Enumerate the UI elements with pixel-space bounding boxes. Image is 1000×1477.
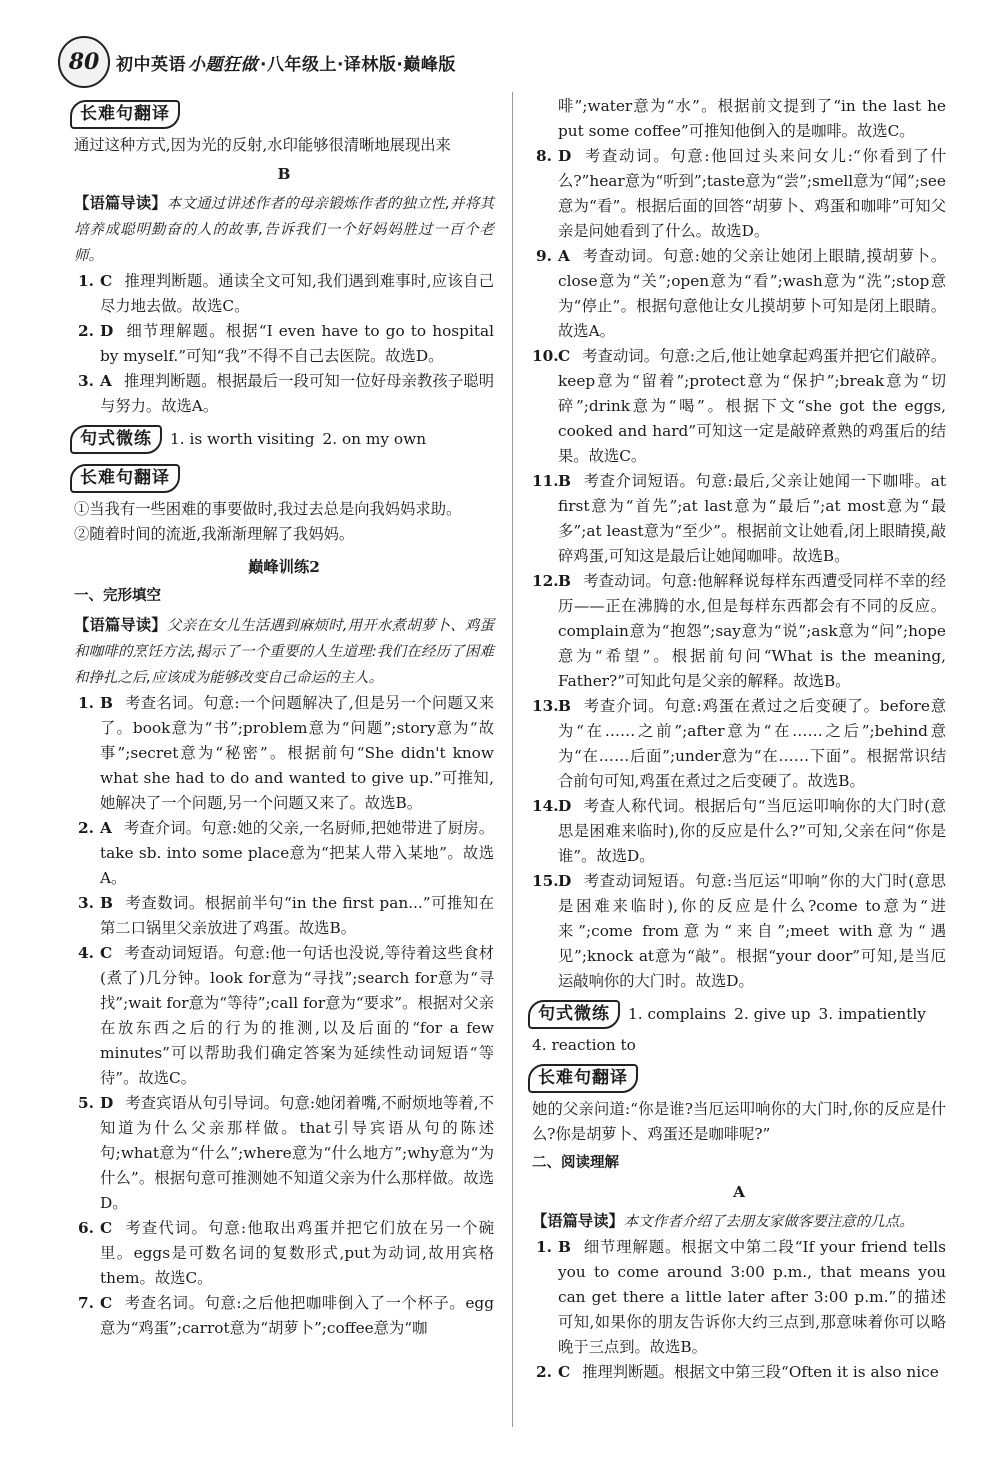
translation-line: ①当我有一些困难的事要做时,我过去总是向我妈妈求助。 — [74, 500, 462, 518]
answer-item — [532, 469, 946, 569]
answer-item — [532, 1235, 946, 1360]
item-number: 9. — [536, 247, 552, 265]
item-number: 1. — [536, 1238, 552, 1256]
guide-text: 本文通过讲述作者的母亲锻炼作者的独立性,并将其培养成聪明勤奋的人的故事,告诉我们一个好妈妈胜过一百个老师。 — [74, 196, 494, 264]
part-heading: 一、完形填空 — [74, 588, 161, 604]
sentence-practice-row — [532, 994, 946, 1033]
item-explanation: 考查动词。句意:他回过头来问女儿:“你看到了什么?”hear意为“听到”;taste意为“尝”;smell意为“闻”;see意为“看”。根据后面的回答“胡萝卜、鸡蛋和咖啡”可知父亲是问她看到了什么。故选D。 — [558, 147, 946, 240]
practice-answer: 2. on my own — [322, 430, 427, 448]
sentence-practice-row — [74, 419, 494, 458]
item-answer: B — [558, 1238, 571, 1256]
guide-b — [74, 191, 494, 269]
answer-item — [74, 1291, 494, 1341]
answer-item — [532, 569, 946, 694]
item-number: 5. — [78, 1094, 94, 1112]
item-number: 2. — [78, 819, 94, 837]
item-answer: A — [558, 247, 570, 265]
item-number: 10. — [532, 347, 559, 365]
practice-answer: 3. impatiently — [818, 1005, 926, 1023]
section-title-translation: 长难句翻译 — [528, 1064, 638, 1093]
item-explanation: 推理判断题。根据最后一段可知一位好母亲教孩子聪明与努力。故选A。 — [100, 372, 494, 415]
item-number: 2. — [78, 322, 94, 340]
book-title: 初中英语 — [116, 54, 186, 75]
item-answer: C — [100, 1219, 113, 1237]
answer-item — [532, 694, 946, 794]
item-answer: C — [100, 1294, 113, 1312]
part-b-heading: B — [277, 165, 291, 183]
item-explanation: 推理判断题。通读全文可知,我们遇到难事时,应该自己尽力地去做。故选C。 — [100, 272, 494, 315]
section-title-translation: 长难句翻译 — [70, 464, 180, 493]
answer-item — [74, 319, 494, 369]
answer-item — [74, 269, 494, 319]
item-answer: A — [100, 372, 112, 390]
translation-line: ②随着时间的流逝,我渐渐理解了我妈妈。 — [74, 525, 355, 543]
item-number: 3. — [78, 372, 94, 390]
item-explanation: 考查宾语从句引导词。句意:她闭着嘴,不耐烦地等着,不知道为什么父亲那样做。that引导宾语从句的陈述句;what意为“什么”;where意为“什么地方”;why意为“为什么”。根据句意可推测她不知道父亲为什么那样做。故选D。 — [100, 1094, 494, 1212]
item-number: 15. — [532, 872, 559, 890]
guide-text: 父亲在女儿生活遇到麻烦时,用开水煮胡萝卜、鸡蛋和咖啡的烹饪方法,揭示了一个重要的人生道理:我们在经历了困难和挣扎之后,应该成为能够改变自己命运的主人。 — [74, 618, 494, 686]
item-explanation: 考查介词。句意:她的父亲,一名厨师,把她带进了厨房。take sb. into some place意为“把某人带入某地”。故选A。 — [100, 819, 494, 887]
translation-text: 她的父亲问道:“你是谁?当厄运叩响你的大门时,你的反应是什么?你是胡萝卜、鸡蛋还是咖啡呢?” — [532, 1100, 946, 1143]
item-answer: D — [558, 872, 572, 890]
item-answer: B — [100, 694, 113, 712]
answer-item — [532, 244, 946, 344]
item-number: 1. — [78, 694, 94, 712]
part-heading: 二、阅读理解 — [532, 1155, 619, 1171]
item-number: 8. — [536, 147, 552, 165]
answer-item — [74, 1091, 494, 1216]
book-subtitle: ·八年级上·译林版·巅峰版 — [260, 54, 456, 75]
guide-label: 【语篇导读】 — [74, 194, 167, 212]
guide-cloze — [74, 613, 494, 691]
answer-item — [532, 794, 946, 869]
item-number: 14. — [532, 797, 559, 815]
item-number: 4. — [78, 944, 94, 962]
page-header — [58, 36, 488, 88]
answer-item — [532, 1360, 946, 1385]
answer-item — [74, 891, 494, 941]
item-explanation: 考查动词。句意:他解释说每样东西遭受同样不幸的经历——正在沸腾的水,但是每样东西都会有不同的反应。complain意为“抱怨”;say意为“说”;ask意为“问”;hope意为“希望”。根据前句问“What is the meaning, Father?”可知此句是父亲的解释。故选B。 — [558, 572, 946, 690]
item-explanation: 细节理解题。根据文中第二段“If your friend tells you to come around 3:00 p.m., that means you can get there a little later after 3:00 p.m.”的描述可知,如果你的朋友告诉你大约三点到,那意味着你可以略晚于三点到。故选B。 — [558, 1238, 946, 1356]
item-answer: B — [100, 894, 113, 912]
item-explanation: 细节理解题。根据“I even have to go to hospital by myself.”可知“我”不得不自己去医院。故选D。 — [100, 322, 494, 365]
practice-answer: 2. give up — [734, 1005, 811, 1023]
item-explanation: 考查介词短语。句意:最后,父亲让她闻一下咖啡。at first意为“首先”;at last意为“最后”;at most意为“最多”;at least意为“至少”。根据前文让她看,闭上眼睛摸,敲碎鸡蛋,可知这是最后让她闻咖啡。故选B。 — [558, 472, 946, 565]
item-answer: C — [558, 1363, 571, 1381]
answer-item — [74, 369, 494, 419]
answer-list-b — [74, 269, 494, 419]
left-column — [74, 94, 494, 1341]
continued-explanation: 啡”;water意为“水”。根据前文提到了“in the last he put some coffee”可推知他倒入的是咖啡。故选C。 — [558, 97, 946, 140]
guide-a — [532, 1209, 946, 1235]
item-explanation: 考查名词。句意:一个问题解决了,但是另一个问题又来了。book意为“书”;problem意为“问题”;story意为“故事”;secret意为“秘密”。根据前句“She didn't know what she had to do and wanted to give up.”可推知,她解决了一个问题,另一个问题又来了。故选B。 — [100, 694, 494, 812]
section-title-practice: 句式微练 — [70, 425, 162, 454]
column-divider — [512, 92, 513, 1427]
guide-label: 【语篇导读】 — [532, 1212, 624, 1230]
page-number: 80 — [58, 36, 110, 88]
practice-answer: 1. complains — [628, 1005, 727, 1023]
answer-list-cloze — [74, 691, 494, 1341]
item-explanation: 考查名词。句意:之后他把咖啡倒入了一个杯子。egg意为“鸡蛋”;carrot意为“胡萝卜”;coffee意为“咖 — [100, 1294, 494, 1337]
section-title-translation: 长难句翻译 — [70, 100, 180, 129]
item-answer: D — [558, 147, 572, 165]
item-answer: C — [558, 347, 571, 365]
item-answer: D — [100, 322, 114, 340]
item-number: 13. — [532, 697, 559, 715]
item-answer: B — [558, 697, 571, 715]
brand-logo: 小题狂做 — [188, 54, 258, 75]
answer-item — [74, 1216, 494, 1291]
training-title: 巅峰训练2 — [248, 558, 320, 576]
item-explanation: 考查代词。句意:他取出鸡蛋并把它们放在另一个碗里。eggs是可数名词的复数形式,put为动词,故用宾格them。故选C。 — [100, 1219, 494, 1287]
item-answer: A — [100, 819, 112, 837]
item-number: 6. — [78, 1219, 94, 1237]
item-explanation: 考查动词。句意:之后,他让她拿起鸡蛋并把它们敲碎。keep意为“留着”;protect意为“保护”;break意为“切碎”;drink意为“喝”。根据下文“she got the eggs, cooked and hard”可知这一定是敲碎煮熟的鸡蛋后的结果。故选C。 — [558, 347, 946, 465]
item-explanation: 考查数词。根据前半句“in the first pan...”可推知在第二口锅里父亲放进了鸡蛋。故选B。 — [100, 894, 494, 937]
right-column — [532, 94, 946, 1385]
item-number: 2. — [536, 1363, 552, 1381]
item-explanation: 考查动词。句意:她的父亲让她闭上眼睛,摸胡萝卜。close意为“关”;open意为“看”;wash意为“洗”;stop意为“停止”。根据句意他让女儿摸胡萝卜可知是闭上眼睛。故选A。 — [558, 247, 946, 340]
item-answer: B — [558, 572, 571, 590]
item-number: 11. — [532, 472, 559, 490]
item-explanation: 推理判断题。根据文中第三段“Often it is also nice — [582, 1363, 939, 1381]
item-explanation: 考查介词。句意:鸡蛋在煮过之后变硬了。before意为“在……之前”;after意为“在……之后”;behind意为“在……后面”;under意为“在……下面”。根据常识结合前句可知,鸡蛋在煮过之后变硬了。故选B。 — [558, 697, 946, 790]
item-answer: B — [558, 472, 571, 490]
answer-list-reading — [532, 1235, 946, 1385]
answer-item — [74, 816, 494, 891]
answer-item — [532, 344, 946, 469]
item-explanation: 考查动词短语。句意:他一句话也没说,等待着这些食材(煮了)几分钟。look for意为“寻找”;search for意为“寻找”;wait for意为“等待”;call for意为“要求”。根据对父亲在放东西之后的行为的推测,以及后面的“for a few minutes”可以帮助我们确定答案为延续性动词短语“等待”。故选C。 — [100, 944, 494, 1087]
practice-answer: 4. reaction to — [532, 1036, 636, 1054]
item-explanation: 考查动词短语。句意:当厄运“叩响”你的大门时(意思是困难来临时),你的反应是什么?come to意为“进来”;come from意为“来自”;meet with意为“遇见”;knock at意为“敲”。根据“your door”可知,是当厄运敲响你的大门时。故选D。 — [558, 872, 946, 990]
item-answer: C — [100, 944, 113, 962]
item-number: 1. — [78, 272, 94, 290]
item-answer: D — [100, 1094, 114, 1112]
answer-item — [74, 941, 494, 1091]
section-title-practice: 句式微练 — [528, 1000, 620, 1029]
item-number: 12. — [532, 572, 559, 590]
guide-label: 【语篇导读】 — [74, 616, 167, 634]
answer-list-cloze-cont — [532, 144, 946, 994]
practice-answer: 1. is worth visiting — [170, 430, 315, 448]
answer-item — [74, 691, 494, 816]
answer-item — [532, 144, 946, 244]
translation-text: 通过这种方式,因为光的反射,水印能够很清晰地展现出来 — [74, 136, 451, 154]
item-number: 3. — [78, 894, 94, 912]
part-a-heading: A — [733, 1183, 745, 1201]
item-answer: C — [100, 272, 113, 290]
item-number: 7. — [78, 1294, 94, 1312]
answer-item — [532, 869, 946, 994]
item-explanation: 考查人称代词。根据后句“当厄运叩响你的大门时(意思是困难来临时),你的反应是什么?”可知,父亲在问“你是谁”。故选D。 — [558, 797, 946, 865]
item-answer: D — [558, 797, 572, 815]
guide-text: 本文作者介绍了去朋友家做客要注意的几点。 — [623, 1214, 914, 1230]
